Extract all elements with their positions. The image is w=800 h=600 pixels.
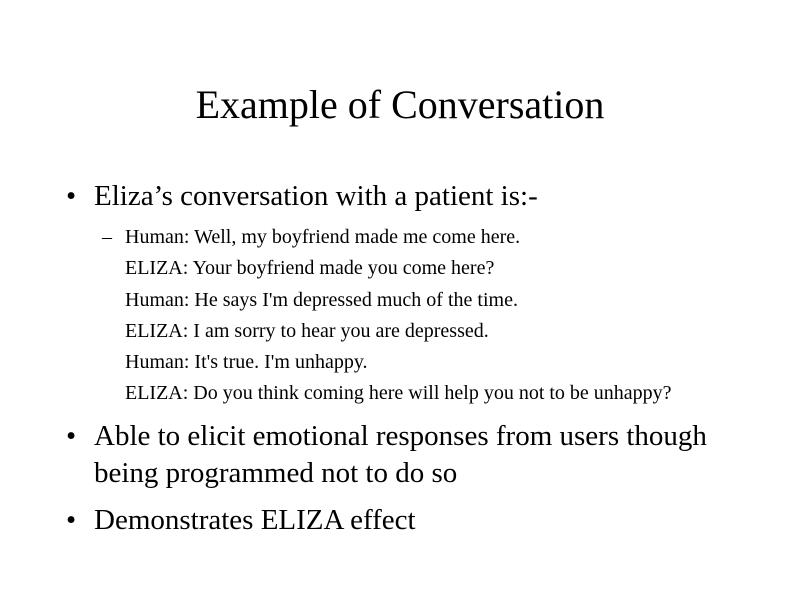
conversation-lines [125,222,782,410]
bullet-marker: • [66,180,77,212]
conversation-line: Human: Well, my boyfriend made me come here. [125,226,521,248]
bullet-marker: • [66,420,77,452]
conversation-line: Human: He says I'm depressed much of the time. [125,288,518,311]
bullet-marker: • [66,504,77,536]
bullet-text: Demonstrates ELIZA effect [94,504,416,536]
bullet-item [66,502,766,539]
bullet-text: Able to elicit emotional responses from users though being programmed not to do so [94,420,707,489]
bullet-text: Eliza’s conversation with a patient is:- [94,180,538,212]
conversation-line: ELIZA: I am sorry to hear you are depressed. [125,319,489,342]
conversation-sub-bullet [102,222,782,410]
bullet-item [66,178,766,215]
slide-title: Example of Conversation [195,82,605,127]
conversation-line: ELIZA: Your boyfriend made you come here? [125,257,495,280]
sub-bullet-dash: – [102,226,112,248]
bullet-item [66,418,766,492]
conversation-line: Human: It's true. I'm unhappy. [125,351,368,374]
conversation-line: ELIZA: Do you think coming here will help you not to be unhappy? [125,382,672,405]
